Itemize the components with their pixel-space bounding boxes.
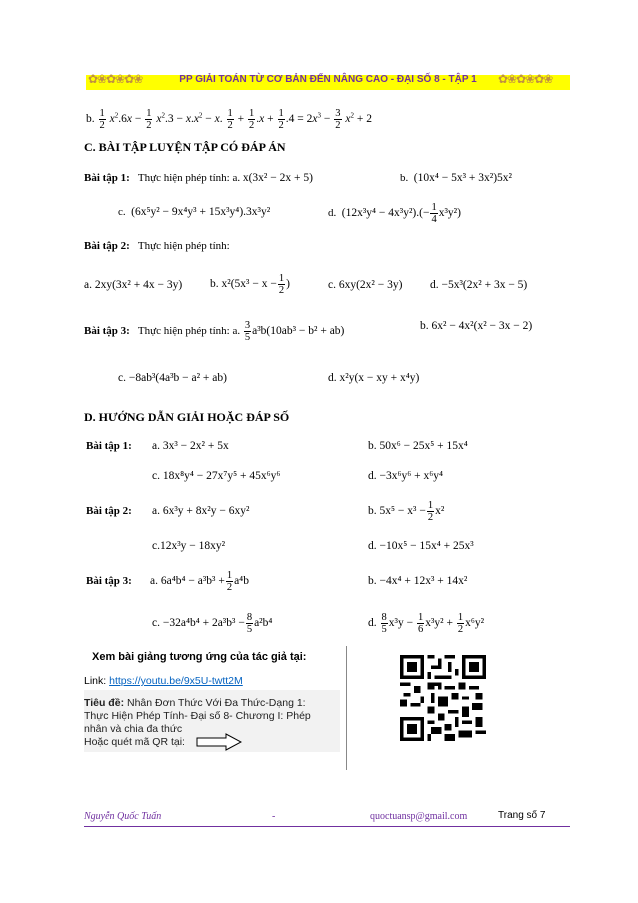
item-expr: x³y − xyxy=(388,617,414,630)
footer-email[interactable]: quoctuansp@gmail.com xyxy=(370,811,468,822)
exercise-3b: b. 6x² − 4x²(x² − 3x − 2) xyxy=(420,320,533,332)
exercise-1d xyxy=(328,202,461,225)
exercise-label: Bài tập 3: xyxy=(84,325,130,338)
answer-2c: c.12x³y − 18xy² xyxy=(152,540,226,552)
item-expr: c. −32a⁴b⁴ + 2a³b³ − xyxy=(152,617,245,630)
exercise-2d: d. −5x³(2x² + 3x − 5) xyxy=(430,279,528,291)
title-text: Nhân Đơn Thức Với Đa Thức-Dạng 1: xyxy=(126,697,306,709)
fraction: $\frac{3}{2}$ xyxy=(335,108,341,131)
exercise-2a: a. 2xy(3x² + 4x − 3y) xyxy=(84,279,183,291)
section-d-title: D. HƯỚNG DẪN GIẢI HOẶC ĐÁP SỐ xyxy=(84,410,290,424)
arrow-right-icon xyxy=(196,733,242,751)
ornament-left-icon: ✿❀✿❀✿❀ xyxy=(88,72,143,86)
exercise-3c: c. −8ab³(4a³b − a² + ab) xyxy=(118,372,227,384)
footer-rule xyxy=(84,826,570,827)
item-expr-tail: x⁶y² xyxy=(465,617,485,630)
item-expr-tail: a⁴b xyxy=(234,575,249,588)
answer-1c: c. 18x⁸y⁴ − 27x⁷y⁵ + 45x⁶y⁶ xyxy=(152,470,281,482)
exercise-label: Bài tập 2: xyxy=(84,240,130,252)
page-header-title: PP GIẢI TOÁN TỪ CƠ BẢN ĐẾN NÂNG CAO - ĐẠI SỐ 8 - TẬP 1 xyxy=(179,74,477,85)
item-expr: a³b(10ab³ − b² + ab) xyxy=(252,325,345,338)
exercise-2c: c. 6xy(2x² − 3y) xyxy=(328,279,403,291)
qr-prompt: Hoặc quét mã QR tại: xyxy=(84,736,185,748)
fraction: $\frac{1}{2}$ xyxy=(226,570,233,593)
answer-3-label: Bài tập 3: xyxy=(86,575,132,587)
fraction: $\frac{1}{4}$ xyxy=(431,202,437,225)
answer-2a: a. 6x³y + 8x²y − 6xy² xyxy=(152,505,250,517)
youtube-link[interactable]: https://youtu.be/9x5U-twtt2M xyxy=(109,675,243,687)
item-expr: (6x⁵y² − 9x⁴y³ + 15x³y⁴).3x³y² xyxy=(131,206,271,218)
item-expr-tail: ) xyxy=(286,278,290,291)
exercise-1a: x(3x² − 2x + 5) xyxy=(242,172,313,184)
fraction: $\frac{3}{5}$ xyxy=(244,320,251,343)
item-expr: (12x³y⁴ − 4x³y²).(− xyxy=(341,207,430,220)
fraction: $\frac{1}{2}$ xyxy=(427,500,434,523)
item-expr: b. 5x⁵ − x³ − xyxy=(368,505,426,518)
promo-title-line3: nhân và chia đa thức xyxy=(84,723,183,735)
fraction: $\frac{1}{2}$ xyxy=(457,612,464,635)
answer-3d xyxy=(368,612,484,635)
exercise-1c xyxy=(118,206,270,218)
link-label: Link: xyxy=(84,675,107,687)
exercise-label: Bài tập 1: xyxy=(84,172,130,184)
fraction: $\frac{1}{2}$ xyxy=(278,108,284,131)
item-label: c. xyxy=(118,206,126,218)
fraction: $\frac{1}{2}$ xyxy=(249,108,255,131)
item-expr: a. 6a⁴b⁴ − a³b³ + xyxy=(150,575,225,588)
exercise-prompt: Thực hiện phép tính: a. xyxy=(137,172,241,184)
answer-1-label: Bài tập 1: xyxy=(86,440,132,452)
qr-code-icon[interactable] xyxy=(400,655,486,741)
item-expr: b. x²(5x³ − x − xyxy=(210,278,277,291)
fraction: $\frac{8}{5}$ xyxy=(381,612,387,635)
ornament-right-icon: ✿❀✿❀✿❀ xyxy=(498,72,553,86)
fraction: $\frac{8}{5}$ xyxy=(246,612,253,635)
exercise-2 xyxy=(84,240,230,252)
fraction: $\frac{1}{2}$ xyxy=(227,108,233,131)
exercise-3 xyxy=(84,320,344,343)
item-expr: x³y² + xyxy=(425,617,453,630)
promo-link-row xyxy=(84,675,243,687)
exercise-3d: d. x²y(x − xy + x⁴y) xyxy=(328,372,420,384)
top-line: b. $\frac{1}{2}$ $x^2.6x$ − $\frac{1}{2}$ $x^2.3 - x.x^2 - x$. $\frac{1}{2}$ + $\frac{1}{2}$ .x + $\frac{1}{2}$ $.4 = 2x^3$ − $\frac{3}{2}$ $x^2 + 2$ xyxy=(86,108,372,131)
fraction: $\frac{1}{2}$ xyxy=(146,108,152,131)
answer-2-label: Bài tập 2: xyxy=(86,505,132,517)
section-c-title: C. BÀI TẬP LUYỆN TẬP CÓ ĐÁP ÁN xyxy=(84,140,286,154)
exercise-1b xyxy=(400,172,512,184)
answer-1d: d. −3x⁶y⁶ + x⁶y⁴ xyxy=(368,470,444,482)
fraction: $\frac{1}{2}$ xyxy=(278,273,285,296)
top-line-label: b. xyxy=(86,113,95,126)
exercise-1 xyxy=(84,172,313,184)
fraction: $\frac{1}{2}$ xyxy=(99,108,105,131)
answer-2d: d. −10x⁵ − 15x⁴ + 25x³ xyxy=(368,540,474,552)
item-label: d. xyxy=(368,617,377,630)
answer-3c xyxy=(152,612,272,635)
promo-divider xyxy=(346,646,347,770)
answer-1a: a. 3x³ − 2x² + 5x xyxy=(152,440,229,452)
item-expr-tail: x² xyxy=(435,505,445,518)
exercise-prompt: Thực hiện phép tính: xyxy=(137,240,230,252)
promo-title-line2: Thực Hiện Phép Tính- Đại số 8- Chương I: Phép xyxy=(84,710,311,722)
item-expr: (10x⁴ − 5x³ + 3x²)5x² xyxy=(413,172,512,184)
answer-2b xyxy=(368,500,444,523)
footer-author: Nguyễn Quốc Tuấn xyxy=(84,811,162,822)
footer-separator: - xyxy=(272,811,276,822)
exercise-prompt: Thực hiện phép tính: a. xyxy=(137,325,241,338)
promo-heading: Xem bài giảng tương ứng của tác giả tại: xyxy=(92,651,307,663)
item-expr-tail: x³y²) xyxy=(438,207,461,220)
fraction: $\frac{1}{6}$ xyxy=(417,612,424,635)
item-label: b. xyxy=(400,172,409,184)
answer-3a xyxy=(150,570,249,593)
exercise-2b xyxy=(210,273,290,296)
page-number: Trang số 7 xyxy=(498,810,546,821)
promo-title-line1 xyxy=(84,697,311,710)
item-expr-tail: a²b⁴ xyxy=(254,617,273,630)
item-label: d. xyxy=(328,207,337,220)
title-label: Tiêu đề: xyxy=(84,697,125,709)
answer-3b: b. −4x⁴ + 12x³ + 14x² xyxy=(368,575,468,587)
answer-1b: b. 50x⁶ − 25x⁵ + 15x⁴ xyxy=(368,440,468,452)
